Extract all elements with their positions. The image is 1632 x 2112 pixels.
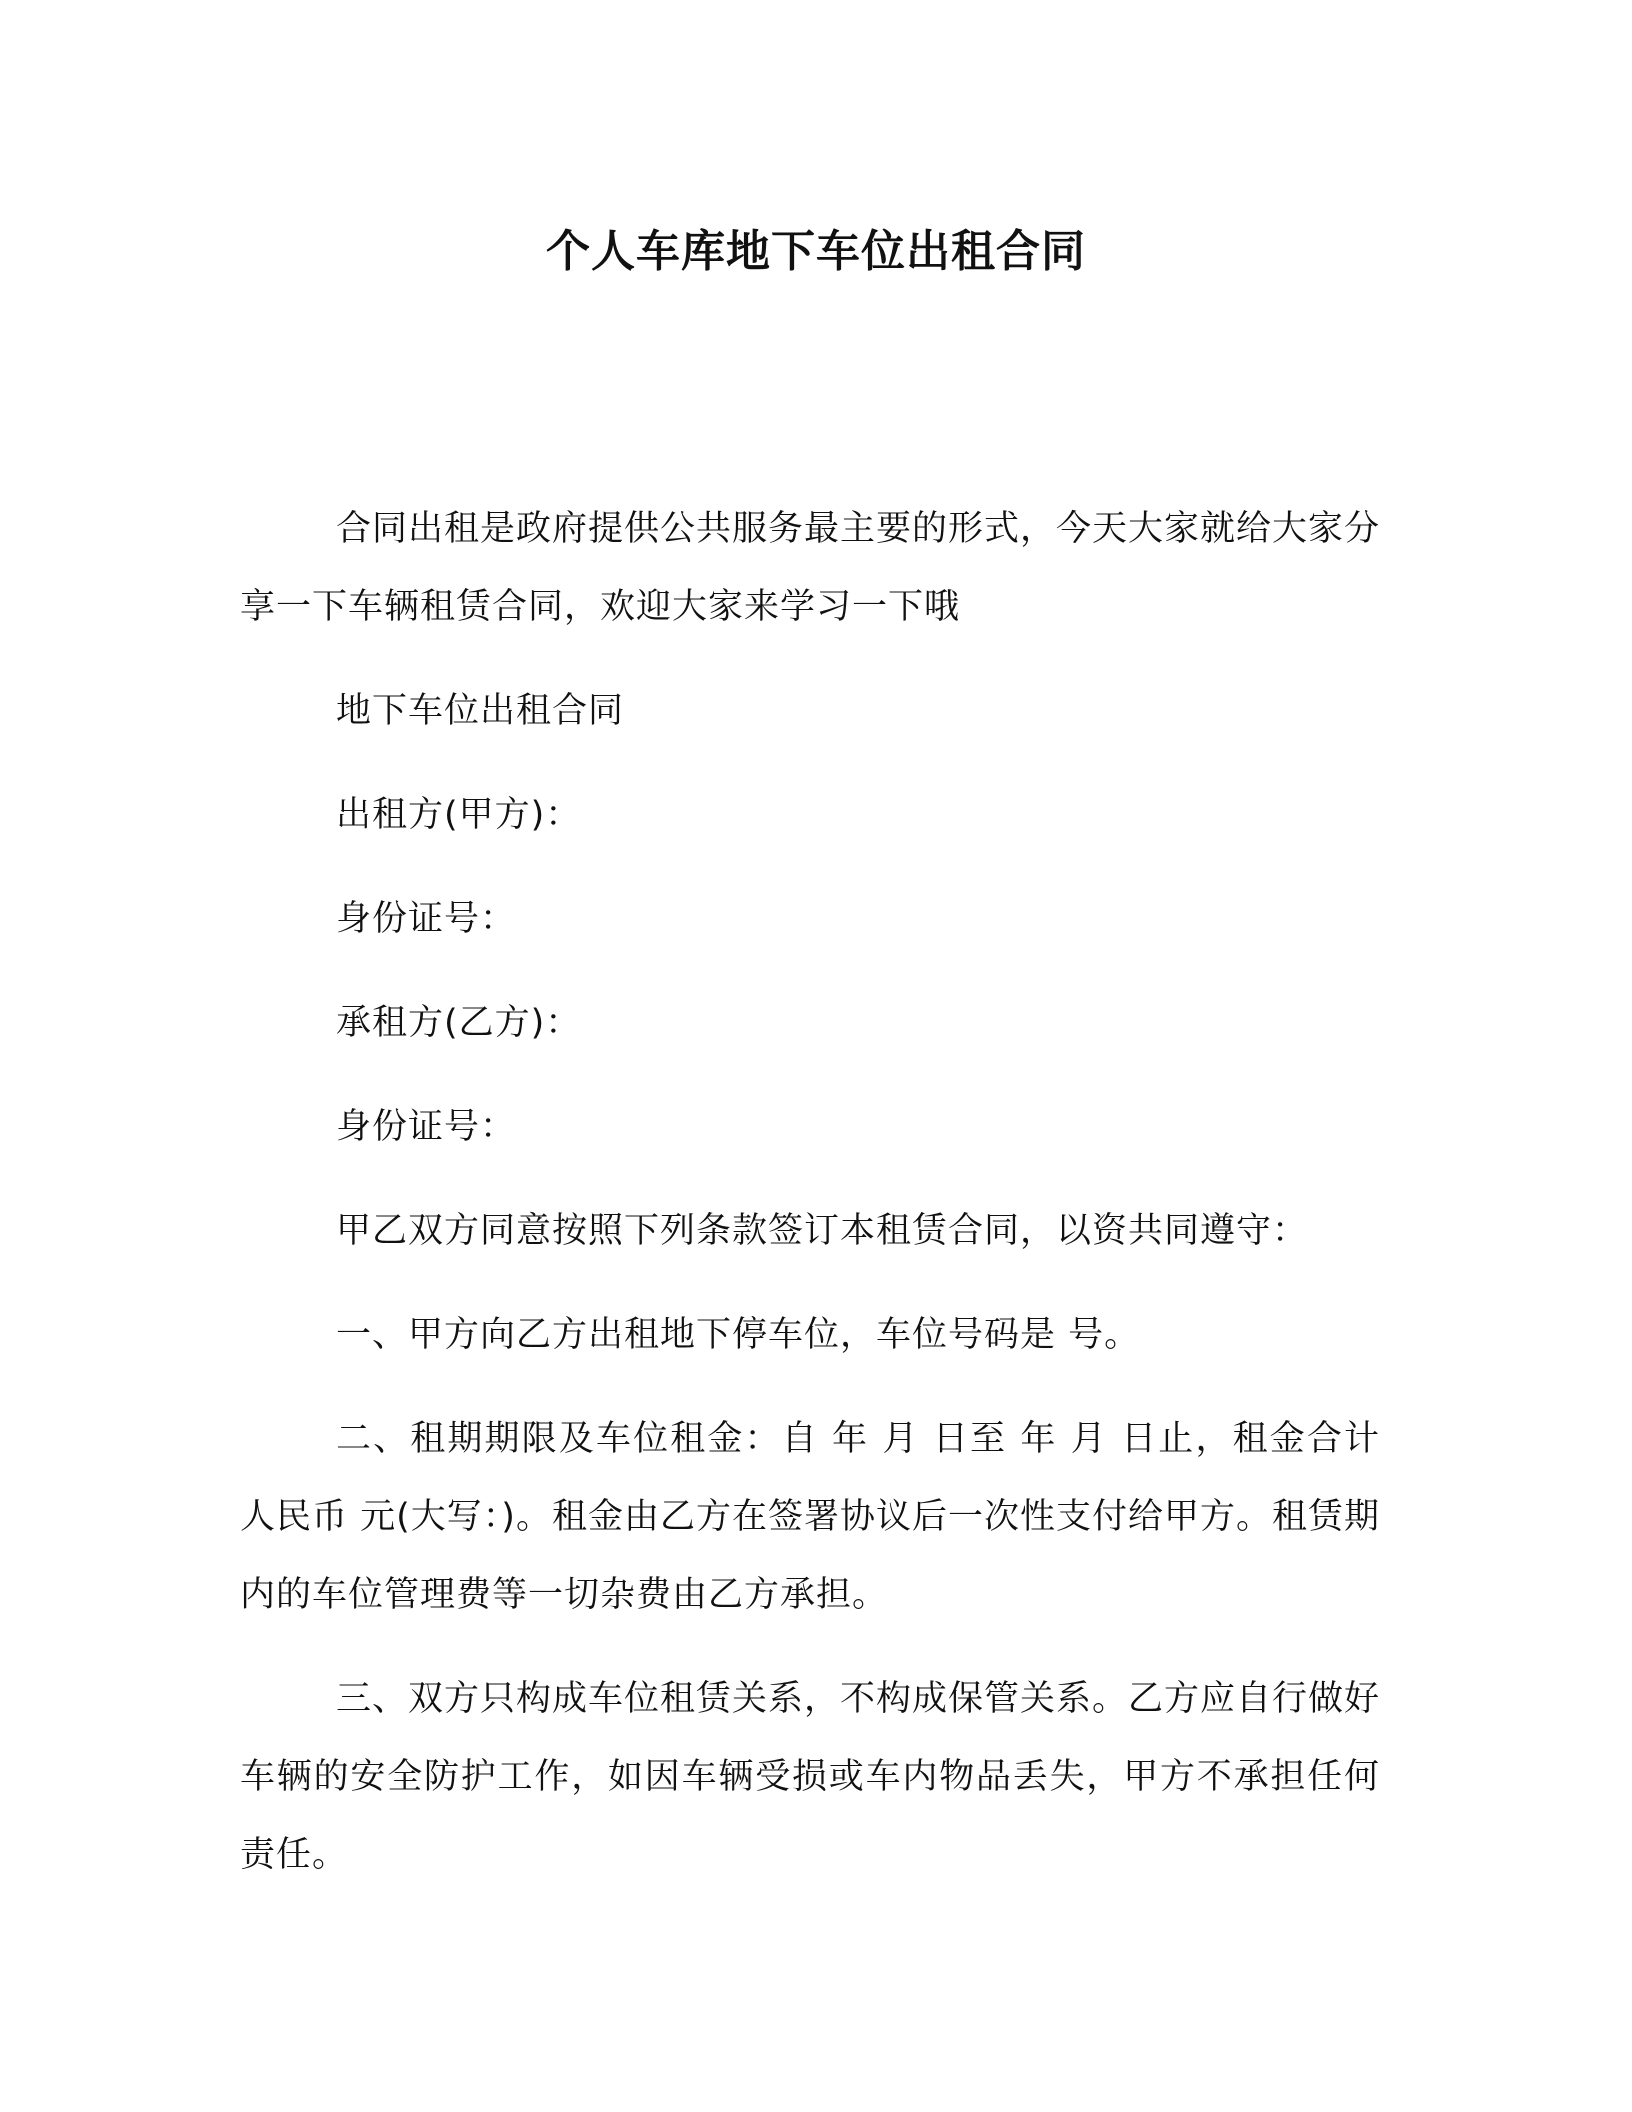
agreement-statement: 甲乙双方同意按照下列条款签订本租赁合同，以资共同遵守： [336,1211,1309,1251]
lessor-id-field: 身份证号： [336,899,517,939]
contract-subtitle: 地下车位出租合同 [336,691,625,731]
lessor-field: 出租方(甲方)： [336,795,582,835]
clause-3: 三、双方只构成车位租赁关系，不构成保管关系。乙方应自行做好车辆的安全防护工作，如因车辆受损或车内物品丢失，甲方不承担任何责任。 [240,1679,1381,1875]
document-title: 个人车库地下车位出租合同 [546,226,1086,277]
clause-2: 二、租期期限及车位租金：自 年 月 日至 年 月 日止，租金合计人民币 元(大写：)。租金由乙方在签署协议后一次性支付给甲方。租赁期内的车位管理费等一切杂费由乙方承担。 [240,1419,1380,1615]
lessee-field: 承租方(乙方)： [336,1003,582,1043]
intro-paragraph: 合同出租是政府提供公共服务最主要的形式，今天大家就给大家分享一下车辆租赁合同，欢迎大家来学习一下哦 [240,509,1381,627]
document-body [240,490,1380,1920]
clause-1: 一、甲方向乙方出租地下停车位，车位号码是 号。 [336,1315,1141,1355]
lessee-id-field: 身份证号： [336,1107,517,1147]
